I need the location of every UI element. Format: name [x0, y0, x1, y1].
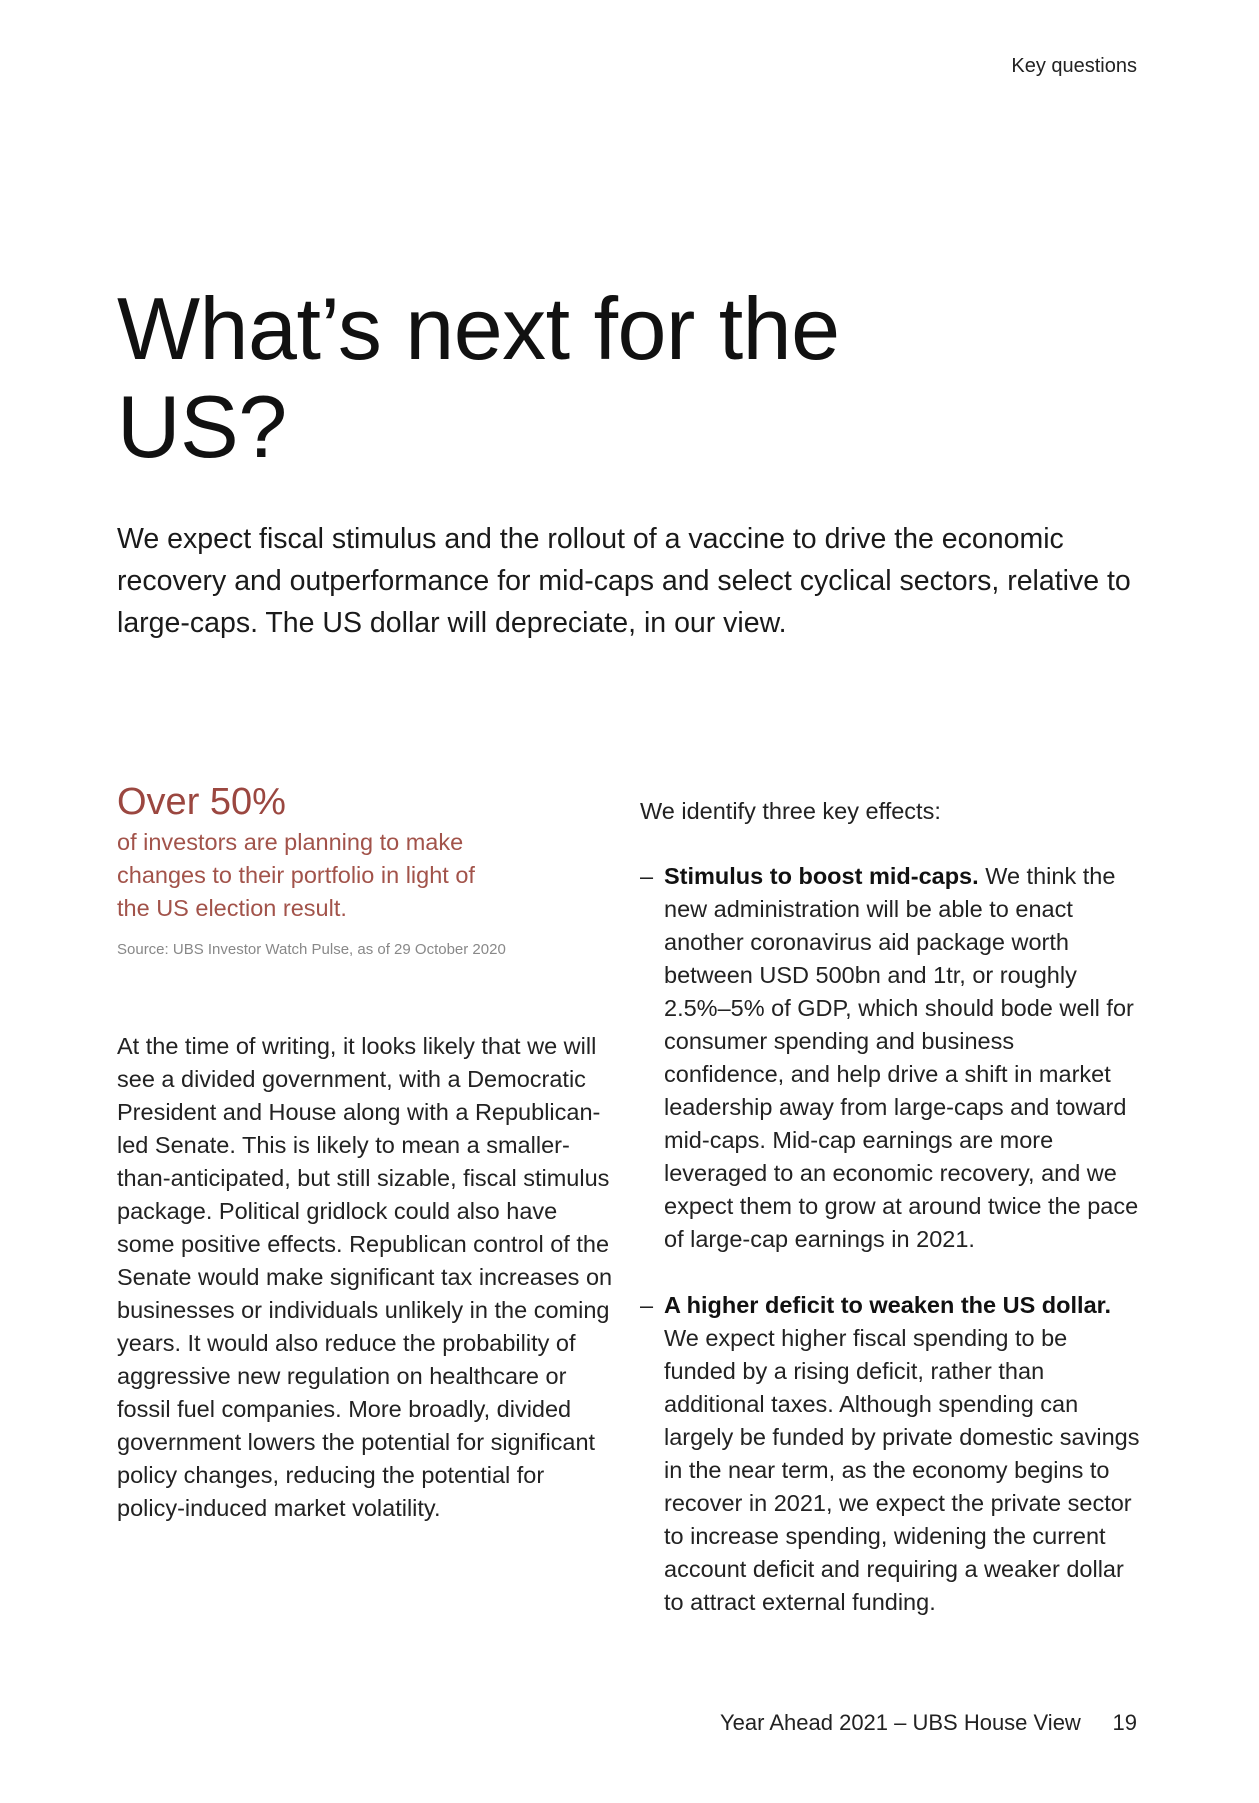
stat-source: Source: UBS Investor Watch Pulse, as of 29 October 2020 [117, 941, 506, 958]
effect-text: We expect higher fiscal spending to be funded by a rising deficit, rather than additional taxes. Although spending can largely be funded by private domestic savings in the near term, as the economy begins to recover in 2021, we expect the private sector to increase spending, widening the current account deficit and requiring a weaker dollar to attract external funding. [664, 1325, 1140, 1615]
stat-headline: Over 50% [117, 781, 286, 823]
effects-list [640, 860, 1140, 1619]
effect-title: Stimulus to boost mid-caps. [664, 863, 979, 889]
effect-item [640, 1289, 1140, 1619]
left-column [117, 780, 617, 1525]
lead-paragraph: We expect fiscal stimulus and the rollout of a vaccine to drive the economic recovery and outperformance for mid-caps and select cyclical sectors, relative to large-caps. The US dollar will depreciate, in our view. [117, 523, 1131, 639]
effects-intro: We identify three key effects: [640, 798, 941, 824]
section-label: Key questions [1011, 55, 1137, 77]
right-column [640, 795, 1140, 1652]
left-body-paragraph: At the time of writing, it looks likely that we will see a divided government, with a Democratic President and House along with a Republican-led Senate. This is likely to mean a smaller-than-anticipated, but still sizable, fiscal stimulus package. Political gridlock could also have some positive effects. Republican control of the Senate would make significant tax increases on businesses or individuals unlikely in the coming years. It would also reduce the probability of aggressive new regulation on healthcare or fossil fuel companies. More broadly, divided government lowers the potential for significant policy changes, reducing the potential for policy-induced market volatility. [117, 1033, 613, 1521]
effect-title: A higher deficit to weaken the US dollar. [664, 1292, 1112, 1318]
bullet-dash: – [640, 1292, 654, 1318]
effect-item [640, 860, 1140, 1256]
footer-label: Year Ahead 2021 – UBS House View [720, 1710, 1081, 1735]
effect-text: We think the new administration will be able to enact another coronavirus aid package worth between USD 500bn and 1tr, or roughly 2.5%–5% of GDP, which should bode well for consumer spending and business confidence, and help drive a shift in market leadership away from large-caps and toward mid-caps. Mid-cap earnings are more leveraged to an economic recovery, and we expect them to grow at around twice the pace of large-cap earnings in 2021. [664, 863, 1139, 1252]
stat-text: of investors are planning to make changes to their portfolio in light of the US election result. [117, 829, 475, 921]
bullet-dash: – [640, 863, 654, 889]
page-number: 19 [1112, 1710, 1137, 1735]
page-title: What’s next for the US? [117, 279, 840, 476]
